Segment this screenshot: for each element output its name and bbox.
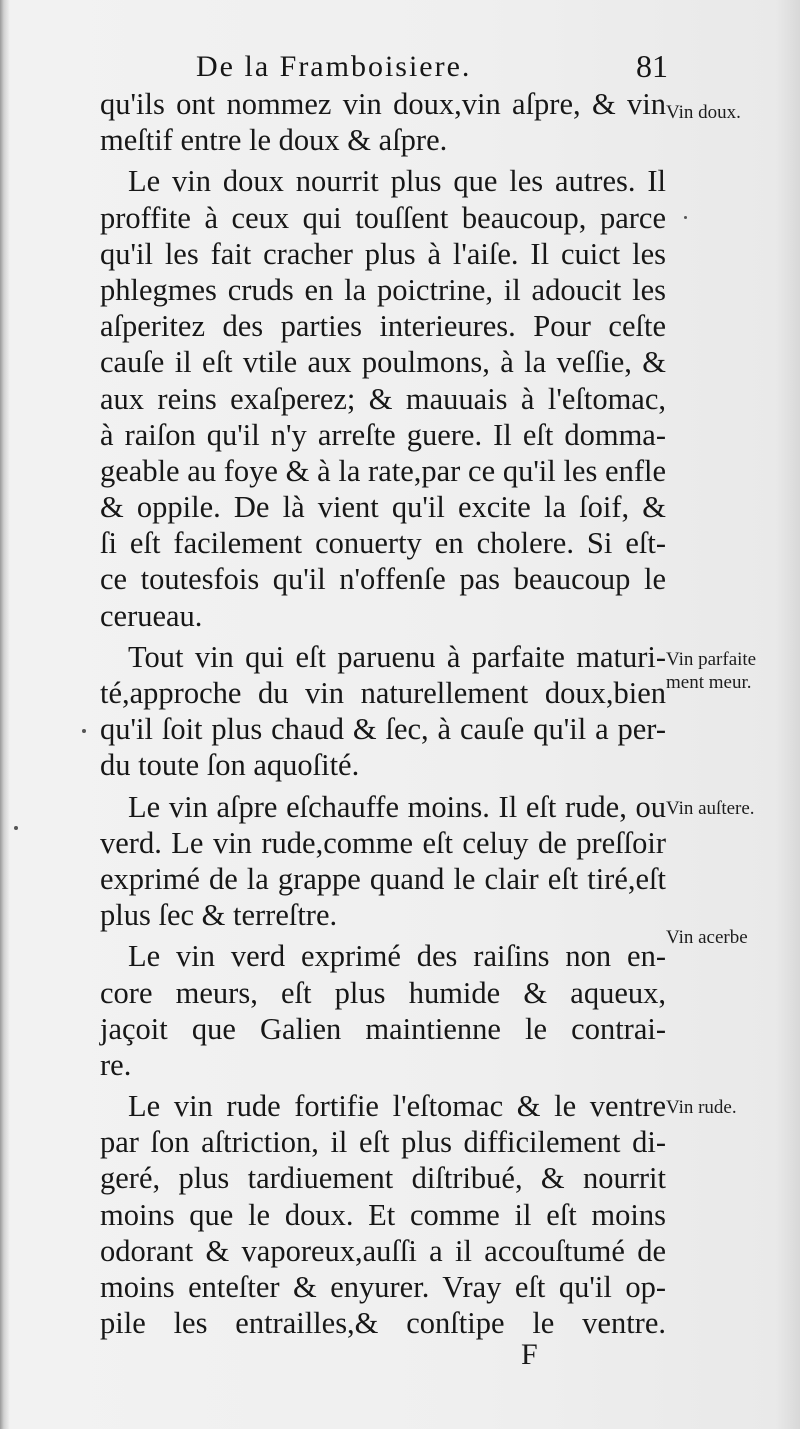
margin-note-vin-parfaitement-meur bbox=[666, 648, 796, 694]
text-line: verd. Le vin rude,comme eſt celuy de preſſoir bbox=[100, 825, 666, 860]
body-text bbox=[100, 86, 666, 1341]
page-number: 81 bbox=[636, 48, 668, 84]
margin-note-line: Vin acerbe bbox=[666, 927, 748, 948]
text-line: phlegmes cruds en la poictrine, il adoucit les bbox=[100, 272, 666, 307]
margin-note-vin-doux bbox=[666, 101, 796, 124]
margin-note-line: Vin auſtere. bbox=[666, 798, 755, 819]
margin-note-line: Vin doux. bbox=[666, 102, 741, 123]
text-line: ſi eſt facilement conuerty en cholere. Si eſt- bbox=[100, 526, 666, 561]
text-line: qu'il les fait cracher plus à l'aiſe. Il cuict les bbox=[100, 236, 666, 271]
text-line: cauſe il eſt vtile aux poulmons, à la veſſie, & bbox=[100, 345, 666, 380]
margin-note-line: Vin parfaite bbox=[666, 649, 757, 670]
paragraph-start-line: Le vin rude fortifie l'eſtomac & le ventre bbox=[128, 1089, 666, 1124]
margin-note-vin-rude bbox=[666, 1096, 796, 1119]
text-line: té,approche du vin naturellement doux,bien bbox=[100, 676, 666, 710]
text-line: cerueau. bbox=[100, 598, 203, 633]
text-line: geable au foye & à la rate,par ce qu'il les enfle bbox=[100, 453, 666, 488]
margin-note-line: ment meur. bbox=[666, 672, 752, 693]
margin-note-vin-austere bbox=[666, 797, 796, 820]
margin-note-vin-acerbe bbox=[666, 926, 796, 949]
signature-mark: F bbox=[521, 1338, 538, 1371]
paper-speck bbox=[14, 826, 18, 830]
text-line: moins enteſter & enyurer. Vray eſt qu'il op- bbox=[100, 1270, 666, 1304]
text-line: qu'il ſoit plus chaud & ſec, à cauſe qu'il a per- bbox=[100, 712, 666, 747]
text-line: odorant & vaporeux,auſſi a il accouſtumé de bbox=[100, 1233, 666, 1268]
page-header bbox=[0, 44, 800, 84]
running-title: De la Framboisiere. bbox=[196, 50, 472, 83]
text-line: geré, plus tardiuement diſtribué, & nourrit bbox=[100, 1161, 666, 1196]
paragraph-start-line: Tout vin qui eſt paruenu à parfaite maturi- bbox=[128, 639, 666, 674]
text-line: proffite à ceux qui touſſent beaucoup, parce bbox=[100, 200, 666, 235]
text-line: meſtif entre le doux & aſpre. bbox=[100, 123, 448, 158]
paragraph-start-line: Le vin aſpre eſchauffe moins. Il eſt rude, ou bbox=[128, 789, 666, 824]
text-line: re. bbox=[100, 1047, 132, 1082]
paper-speck bbox=[684, 216, 687, 219]
paragraph-start-line: Le vin doux nourrit plus que les autres. Il bbox=[128, 164, 666, 199]
paper-speck bbox=[82, 729, 86, 733]
text-line: jaçoit que Galien maintienne le contrai- bbox=[100, 1011, 666, 1046]
text-line: & oppile. De là vient qu'il excite la ſoif, & bbox=[100, 490, 666, 525]
text-line: à raiſon qu'il n'y arreſte guere. Il eſt domma- bbox=[100, 417, 666, 452]
text-line: aux reins exaſperez; & mauuais à l'eſtomac, bbox=[100, 381, 666, 416]
text-line: core meurs, eſt plus humide & aqueux, bbox=[100, 975, 666, 1010]
text-line: pile les entrailles,& conſtipe le ventre. bbox=[100, 1306, 666, 1341]
text-line: moins que le doux. Et comme il eſt moins bbox=[100, 1197, 666, 1232]
text-line: plus ſec & terreſtre. bbox=[100, 898, 338, 933]
text-line: qu'ils ont nommez vin doux,vin aſpre, & vin bbox=[100, 87, 666, 121]
text-line: du toute ſon aquoſité. bbox=[100, 748, 360, 783]
text-line: par ſon aſtriction, il eſt plus difficilement di- bbox=[100, 1125, 666, 1160]
text-line: exprimé de la grappe quand le clair eſt tiré,eſt bbox=[100, 861, 666, 896]
margin-note-line: Vin rude. bbox=[666, 1097, 737, 1118]
paragraph-start-line: Le vin verd exprimé des raiſins non en- bbox=[128, 939, 666, 974]
text-line: aſperitez des parties interieures. Pour ceſte bbox=[100, 309, 666, 344]
text-line: ce toutesfois qu'il n'offenſe pas beaucoup le bbox=[100, 562, 666, 597]
